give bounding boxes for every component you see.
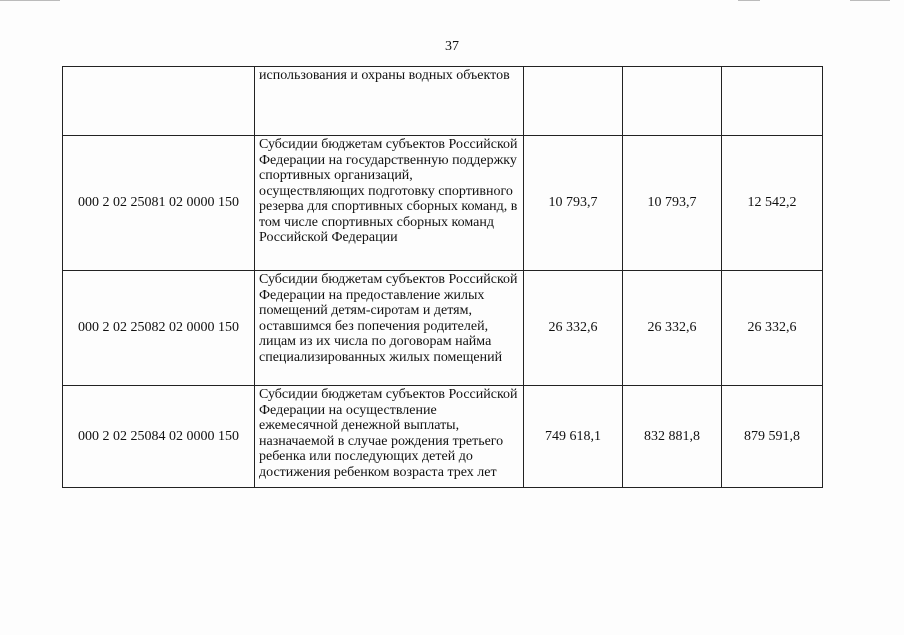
row-name bbox=[255, 67, 524, 136]
table-row bbox=[63, 136, 823, 271]
row-code: 000 2 02 25084 02 0000 150 bbox=[63, 386, 255, 488]
budget-table bbox=[62, 66, 823, 488]
row-value-2020: 26 332,6 bbox=[623, 271, 722, 386]
scan-edge-mark bbox=[0, 0, 60, 1]
row-name-text: использования и охраны водных объектов bbox=[259, 68, 510, 83]
row-value-2019: 10 793,7 bbox=[524, 136, 623, 271]
row-value-2020: 10 793,7 bbox=[623, 136, 722, 271]
row-value-2021: 26 332,6 bbox=[722, 271, 823, 386]
row-value-2021: 879 591,8 bbox=[722, 386, 823, 488]
table-row bbox=[63, 386, 823, 488]
row-code: 000 2 02 25081 02 0000 150 bbox=[63, 136, 255, 271]
row-value-2020: 832 881,8 bbox=[623, 386, 722, 488]
row-value-2020 bbox=[623, 67, 722, 136]
scan-edge-mark bbox=[738, 0, 760, 1]
row-code bbox=[63, 67, 255, 136]
row-value-2021 bbox=[722, 67, 823, 136]
row-value-2021: 12 542,2 bbox=[722, 136, 823, 271]
table-row bbox=[63, 67, 823, 136]
row-name bbox=[255, 386, 524, 488]
row-code: 000 2 02 25082 02 0000 150 bbox=[63, 271, 255, 386]
row-name-text: Субсидии бюджетам субъектов Российской Федерации на государственную поддержку спортивных организаций, осуществляющих подготовку спортивного резерва для спортивных сборных команд, в том числе спортивных сборных команд Российской Федерации bbox=[259, 137, 518, 245]
row-name-text: Субсидии бюджетам субъектов Российской Федерации на осуществление ежемесячной денежной выплаты, назначаемой в случае рождения третьего ребенка или последующих детей до достижения ребенком возраста трех лет bbox=[259, 387, 518, 480]
row-value-2019 bbox=[524, 67, 623, 136]
row-name-text: Субсидии бюджетам субъектов Российской Федерации на предоставление жилых помещений детям-сиротам и детям, оставшимся без попечения родителей, лицам из их числа по договорам найма специализированных жилых помещений bbox=[259, 272, 518, 365]
row-name bbox=[255, 136, 524, 271]
page-number: 37 bbox=[445, 39, 459, 54]
table-row bbox=[63, 271, 823, 386]
row-name bbox=[255, 271, 524, 386]
row-value-2019: 26 332,6 bbox=[524, 271, 623, 386]
scan-edge-mark bbox=[850, 0, 890, 1]
row-value-2019: 749 618,1 bbox=[524, 386, 623, 488]
